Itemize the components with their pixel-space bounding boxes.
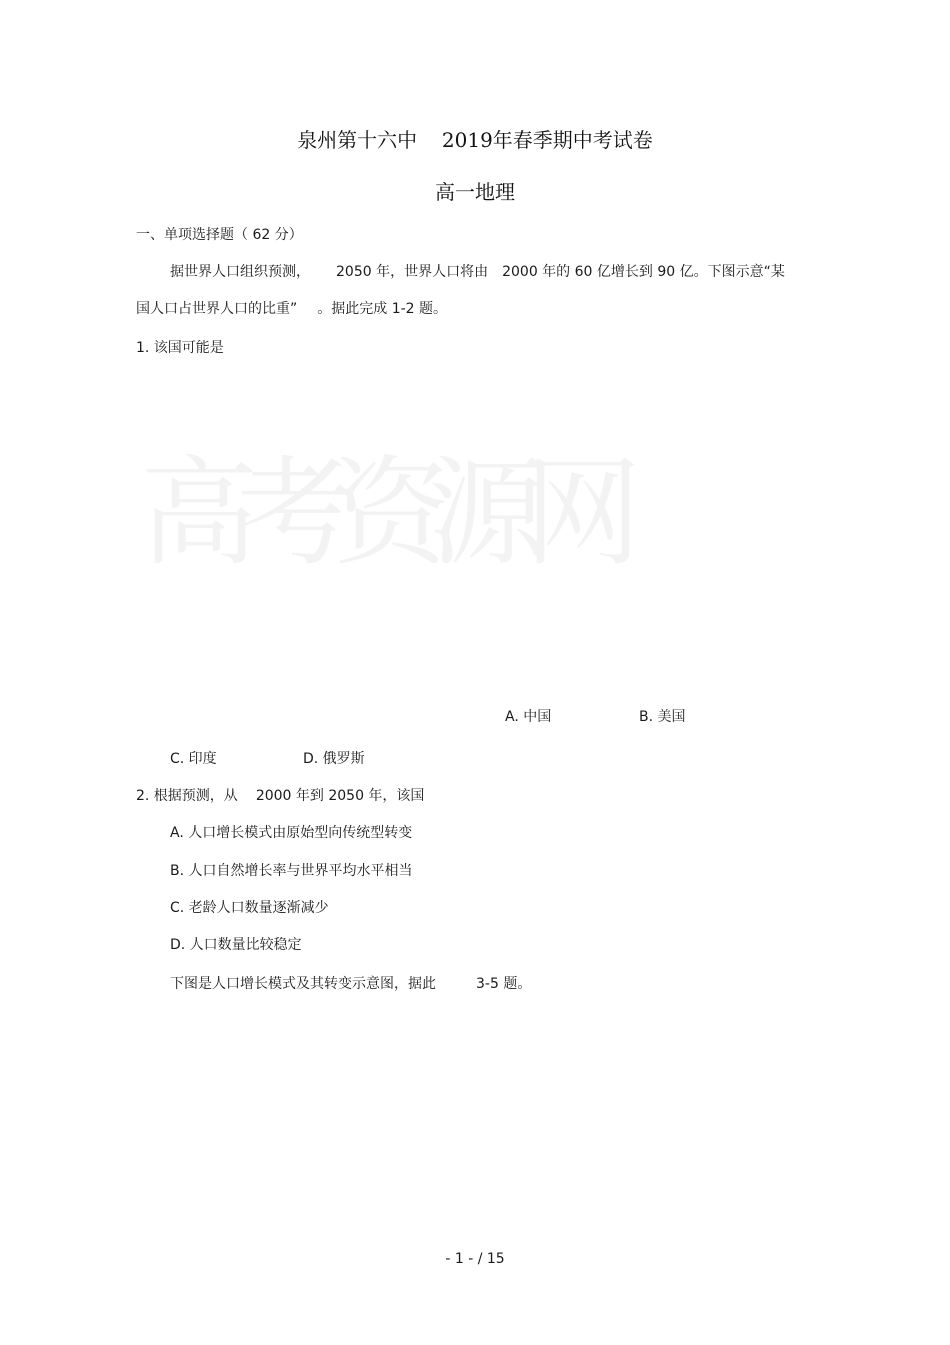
question-1-option-d: D. 俄罗斯	[303, 751, 365, 767]
questions-3-5-intro	[170, 975, 531, 993]
intro-line-2-part-b: 。据此完成 1-2 题。	[317, 301, 448, 317]
page-title	[0, 128, 950, 152]
question-1-stem: 1. 该国可能是	[136, 340, 224, 356]
questions-3-5-intro-part-a: 下图是人口增长模式及其转变示意图，据此	[170, 976, 436, 992]
watermark	[140, 418, 621, 618]
question-2-stem-part-a: 2. 根据预测，从	[136, 788, 238, 804]
page-subtitle: 高一地理	[435, 180, 515, 204]
question-2-stem	[136, 787, 424, 805]
section-title: 一、单项选择题（ 62 分）	[136, 227, 303, 243]
question-1-option-b: B. 美国	[639, 709, 686, 725]
question-1-option-c: C. 印度	[170, 751, 217, 767]
intro-line-1-part-b: 2050 年，世界人口将由	[336, 264, 489, 280]
question-2-stem-part-b: 2000 年到 2050 年，该国	[255, 788, 425, 804]
question-2-option-a: A. 人口增长模式由原始型向传统型转变	[170, 825, 413, 841]
question-2-option-b: B. 人口自然增长率与世界平均水平相当	[170, 863, 413, 879]
title-exam: 2019年春季期中考试卷	[441, 128, 653, 152]
question-2-option-c: C. 老龄人口数量逐渐减少	[170, 900, 329, 916]
intro-line-1	[170, 263, 785, 281]
watermark-text: 高考资源网	[140, 444, 621, 582]
intro-line-2	[136, 300, 447, 318]
questions-3-5-intro-part-b: 3-5 题。	[476, 976, 532, 992]
intro-line-1-part-a: 据世界人口组织预测，	[170, 264, 310, 280]
intro-line-2-part-a: 国人口占世界人口的比重”	[136, 301, 298, 317]
page-number: - 1 - / 15	[445, 1251, 505, 1267]
intro-line-1-part-c: 2000 年的 60 亿增长到 90 亿。下图示意“某	[502, 264, 785, 280]
question-2-option-d: D. 人口数量比较稳定	[170, 937, 302, 953]
title-school: 泉州第十六中	[297, 128, 418, 152]
question-1-option-a: A. 中国	[505, 709, 552, 725]
